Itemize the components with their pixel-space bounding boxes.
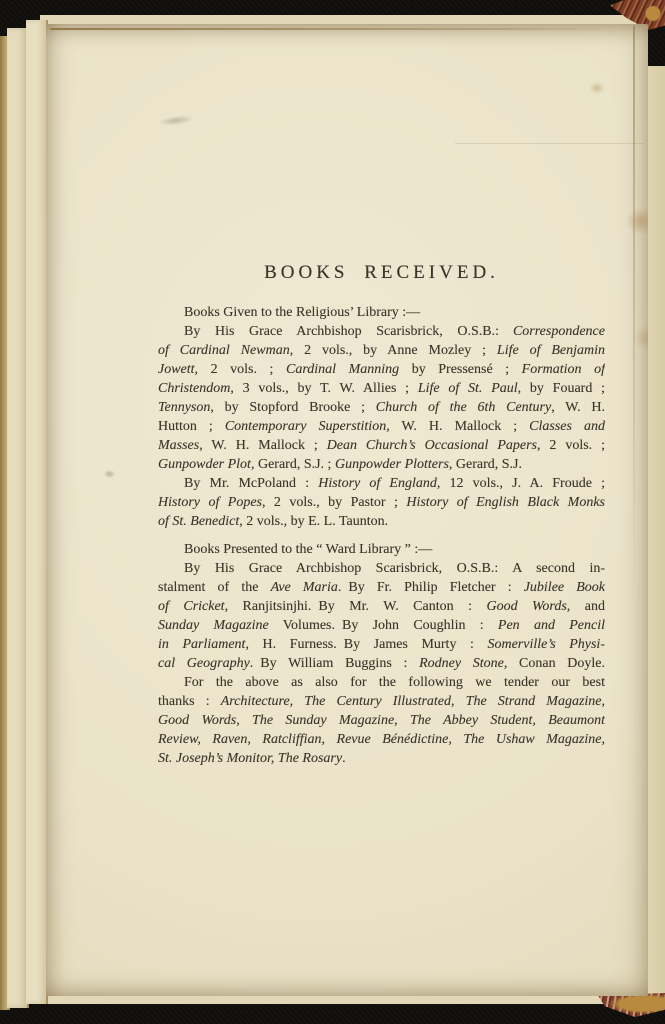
book-title-text: Contemporary Superstition xyxy=(224,419,387,434)
book-title-text: Good Words, The Sunday Magazine, The Abbey Student, Beaumont xyxy=(158,713,605,728)
page-top-edge-line xyxy=(50,28,602,30)
paragraph xyxy=(158,303,605,531)
ink-speck xyxy=(104,470,115,478)
text-segment: , Gerard, S.J. xyxy=(448,457,523,472)
text-line xyxy=(158,616,605,635)
text-line xyxy=(158,597,605,616)
text-segment: Books Given to the Religious’ Library :— xyxy=(184,305,421,320)
text-segment: , W. H. Mallock ; xyxy=(386,419,530,434)
text-line xyxy=(158,730,605,749)
book-title-text: Life of St. Paul xyxy=(417,381,518,396)
text-segment: Hutton ; xyxy=(158,419,225,434)
book-title-text: cal Geography xyxy=(158,656,250,671)
text-line xyxy=(158,654,605,673)
text-line xyxy=(158,578,605,597)
text-line xyxy=(158,493,605,512)
text-line xyxy=(158,692,605,711)
book-title-text: Sunday Magazine xyxy=(158,618,269,633)
text-segment: , H. Furness. By James Murty : xyxy=(245,637,488,652)
text-line xyxy=(158,341,605,360)
text-block xyxy=(158,262,605,768)
text-segment: , by Fouard ; xyxy=(517,381,605,396)
text-segment: . xyxy=(342,751,346,766)
book-title-text: Jubilee Book xyxy=(523,580,605,595)
text-segment: , by Stopford Brooke ; xyxy=(210,400,376,415)
book-title-text: in Parliament xyxy=(158,637,246,652)
text-line xyxy=(158,417,605,436)
text-segment: Volumes. By John Coughlin : xyxy=(268,618,498,633)
book-title-text: Architecture, The Century Illustrated, The Strand Magazine, xyxy=(220,694,605,709)
book-title-text: Rodney Stone xyxy=(419,656,504,671)
foxing-stain xyxy=(589,82,605,94)
book-title-text: of St. Benedict xyxy=(158,514,240,529)
text-line xyxy=(158,635,605,654)
paragraph xyxy=(158,540,605,768)
book-title-text: St. Joseph’s Monitor, The Rosary xyxy=(158,751,343,766)
text-line xyxy=(158,512,605,531)
text-line xyxy=(158,436,605,455)
text-segment: By His Grace Archbishop Scarisbrick, O.S.B.: A second in- xyxy=(184,561,605,576)
text-segment: , 3 vols., by T. W. Allies ; xyxy=(230,381,418,396)
text-line xyxy=(158,673,605,692)
text-segment: . By William Buggins : xyxy=(249,656,420,671)
book-title-text: History of Popes xyxy=(158,495,262,510)
text-line xyxy=(158,559,605,578)
page-right-edge-line xyxy=(633,26,635,590)
foxing-stain xyxy=(634,326,648,350)
page-edge-strip xyxy=(26,20,48,1004)
book-title-text: Gunpowder Plotters xyxy=(334,457,449,472)
text-segment: By His Grace Archbishop Scarisbrick, O.S.B.: xyxy=(184,324,513,339)
book-title-text: Christendom xyxy=(158,381,231,396)
text-segment: , Gerard, S.J. ; xyxy=(250,457,335,472)
book-title-text: Good Words xyxy=(486,599,567,614)
text-segment: stalment of the xyxy=(158,580,271,595)
text-line xyxy=(158,540,605,559)
book-title-text: Ave Maria xyxy=(270,580,338,595)
text-segment: , Ranjitsinjhi. By Mr. W. Canton : xyxy=(224,599,487,614)
book-title-text: Formation of xyxy=(521,362,605,377)
book-title-text: Life of Benjamin xyxy=(496,343,605,358)
text-segment: , 2 vols., by Anne Mozley ; xyxy=(289,343,497,358)
book-title-text: History of English Black Monks xyxy=(406,495,605,510)
text-segment: . By Fr. Philip Fletcher : xyxy=(337,580,524,595)
faint-scratch xyxy=(455,143,645,144)
book-title-text: Pen and Pencil xyxy=(497,618,605,633)
book-title-text: Classes and xyxy=(529,419,605,434)
text-segment: Books Presented to the “ Ward Library ” :— xyxy=(184,542,433,557)
book-page xyxy=(46,24,648,996)
text-segment: , W. H. Mallock ; xyxy=(199,438,327,453)
book-title-text: Somerville’s Physi- xyxy=(487,637,605,652)
page-title: BOOKS RECEIVED. xyxy=(264,262,499,283)
text-segment: by Pressensé ; xyxy=(399,362,522,377)
book-title-text: Jowett xyxy=(158,362,195,377)
text-segment: , 2 vols. ; xyxy=(537,438,605,453)
book-title-text: Church of the 6th Century xyxy=(375,400,552,415)
text-line xyxy=(158,474,605,493)
text-segment: , Conan Doyle. xyxy=(503,656,605,671)
book-title-text: Review, Raven, Ratcliffian, Revue Bénédictine, The Ushaw Magazine, xyxy=(158,732,605,747)
text-segment: , 2 vols., by E. L. Taunton. xyxy=(239,514,389,529)
text-segment: By Mr. McPoland : xyxy=(184,476,319,491)
pencil-smudge xyxy=(158,114,195,127)
book-title-text: of Cardinal Newman xyxy=(158,343,290,358)
text-segment: For the above as also for the following we tender our best xyxy=(184,675,605,690)
text-segment: thanks : xyxy=(158,694,221,709)
text-segment: , 12 vols., J. A. Froude ; xyxy=(436,476,605,491)
text-line xyxy=(158,360,605,379)
text-segment: , 2 vols. ; xyxy=(194,362,286,377)
text-line xyxy=(158,711,605,730)
book-title-text: Cardinal Manning xyxy=(285,362,400,377)
text-line xyxy=(158,303,605,322)
text-line xyxy=(158,398,605,417)
text-segment: , 2 vols., by Pastor ; xyxy=(261,495,407,510)
text-line xyxy=(158,322,605,341)
book-title-text: Gunpowder Plot xyxy=(158,457,251,472)
paragraphs xyxy=(158,303,605,768)
text-line xyxy=(158,749,605,768)
book-title-text: History of England xyxy=(318,476,437,491)
book-title-text: Correspondence xyxy=(512,324,605,339)
text-segment: , and xyxy=(566,599,605,614)
text-line xyxy=(158,379,605,398)
text-segment: , W. H. xyxy=(551,400,605,415)
book-title-text: Dean Church’s Occasional Papers xyxy=(326,438,537,453)
text-line xyxy=(158,455,605,474)
book-title-text: of Cricket xyxy=(158,599,225,614)
book-title-text: Masses xyxy=(158,438,200,453)
book-title-text: Tennyson xyxy=(158,400,211,415)
foxing-stain xyxy=(626,208,648,234)
